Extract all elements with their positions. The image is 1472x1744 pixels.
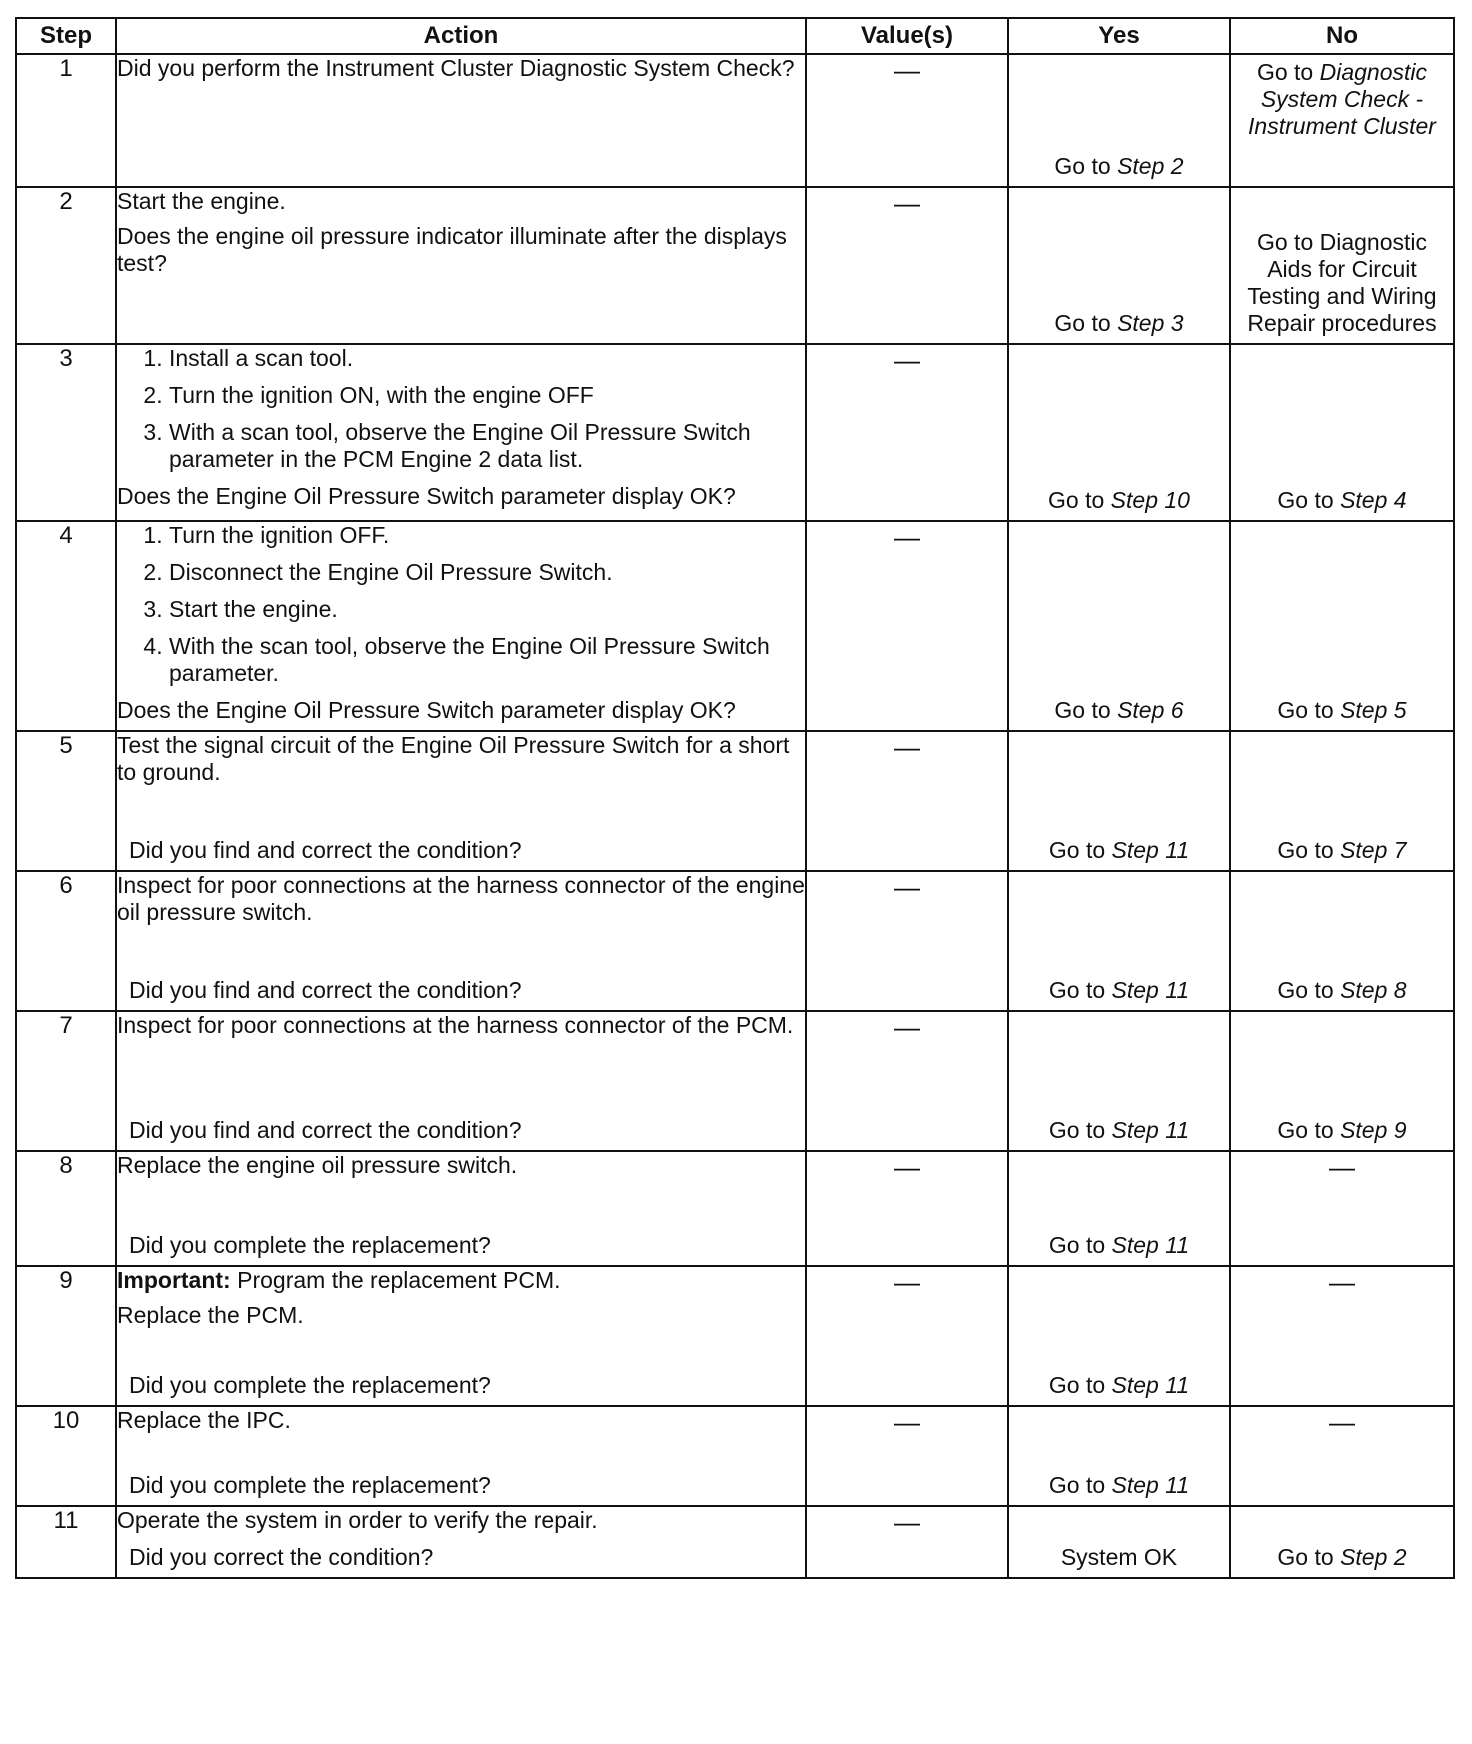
yes-step-link: Step 11 <box>1111 1472 1190 1499</box>
no-step-link: Step 8 <box>1340 977 1407 1004</box>
table-row <box>16 871 1454 1011</box>
value-cell: — <box>806 54 1008 187</box>
value-cell: — <box>806 344 1008 521</box>
step-number: 9 <box>16 1266 116 1406</box>
step-number: 11 <box>16 1506 116 1578</box>
go-to-label: Go to <box>1048 1117 1106 1144</box>
value-cell: — <box>806 1266 1008 1406</box>
action-text: Inspect for poor connections at the harness connector of the engine oil pressure switch. <box>117 872 805 925</box>
action-question: Did you complete the replacement? <box>129 1372 491 1399</box>
table-row <box>16 1011 1454 1151</box>
go-to-label: Go to <box>1054 310 1111 337</box>
go-to-label: Go to <box>1048 1372 1106 1399</box>
step-number: 10 <box>16 1406 116 1506</box>
action-cell <box>116 344 806 521</box>
no-cell <box>1230 521 1454 731</box>
value-cell: — <box>806 187 1008 344</box>
action-question: Did you correct the condition? <box>129 1544 434 1571</box>
yes-step-link: Step 2 <box>1117 153 1184 180</box>
action-text: Test the signal circuit of the Engine Oil Pressure Switch for a short to ground. <box>117 732 790 785</box>
yes-cell <box>1008 1151 1230 1266</box>
important-note <box>117 1267 805 1294</box>
yes-cell <box>1008 521 1230 731</box>
table-row <box>16 54 1454 187</box>
go-to-label: Go to <box>1256 59 1314 85</box>
action-cell <box>116 731 806 871</box>
step-number: 5 <box>16 731 116 871</box>
step-number: 6 <box>16 871 116 1011</box>
table-row <box>16 521 1454 731</box>
no-step-link: Step 7 <box>1340 837 1407 864</box>
yes-step-link: Step 11 <box>1111 1232 1190 1259</box>
action-text: Replace the engine oil pressure switch. <box>117 1152 518 1178</box>
action-cell <box>116 1406 806 1506</box>
action-question: Did you find and correct the condition? <box>129 977 522 1004</box>
no-cell <box>1230 871 1454 1011</box>
yes-cell <box>1008 187 1230 344</box>
action-text: Operate the system in order to verify the repair. <box>117 1507 598 1533</box>
go-to-label: Go to <box>1277 1117 1334 1144</box>
no-step-link: Step 9 <box>1340 1117 1407 1144</box>
no-cell <box>1230 344 1454 521</box>
no-step-link: Diagnostic System Check - Instrument Cluster <box>1248 59 1436 139</box>
go-to-label: Go to <box>1048 977 1106 1004</box>
action-question: Did you find and correct the condition? <box>129 837 522 864</box>
go-to-label: Go to <box>1048 837 1106 864</box>
action-text: Replace the PCM. <box>117 1301 304 1328</box>
no-cell <box>1230 1506 1454 1578</box>
action-text: Replace the IPC. <box>117 1407 291 1433</box>
yes-cell <box>1008 1266 1230 1406</box>
value-cell: — <box>806 521 1008 731</box>
no-cell <box>1230 54 1454 187</box>
table-row <box>16 187 1454 344</box>
table-row <box>16 1506 1454 1578</box>
action-list <box>117 522 805 687</box>
go-to-label: Go to <box>1277 697 1334 724</box>
yes-cell <box>1008 1506 1230 1578</box>
action-cell <box>116 521 806 731</box>
header-no: No <box>1230 18 1454 54</box>
yes-cell <box>1008 54 1230 187</box>
action-cell <box>116 1266 806 1406</box>
list-item: 3. With a scan tool, observe the Engine Oil Pressure Switch parameter in the PCM Engine 2 data list. <box>169 419 805 473</box>
yes-cell <box>1008 344 1230 521</box>
yes-step-link: Step 11 <box>1111 1117 1190 1144</box>
table-row <box>16 1266 1454 1406</box>
step-number: 4 <box>16 521 116 731</box>
no-cell <box>1230 1011 1454 1151</box>
table-row <box>16 731 1454 871</box>
header-row <box>16 18 1454 54</box>
go-to-label: Go to <box>1277 487 1334 514</box>
list-item: 1. Turn the ignition OFF. <box>169 522 805 549</box>
action-text: Did you perform the Instrument Cluster Diagnostic System Check? <box>117 55 795 81</box>
go-to-label: Go to <box>1048 487 1105 514</box>
no-step-link: Step 4 <box>1340 487 1407 514</box>
go-to-label: Go to <box>1277 837 1334 864</box>
yes-cell <box>1008 1011 1230 1151</box>
step-number: 1 <box>16 54 116 187</box>
yes-step-link: Step 10 <box>1110 487 1190 514</box>
value-cell: — <box>806 1406 1008 1506</box>
yes-cell <box>1008 1406 1230 1506</box>
action-question: Does the Engine Oil Pressure Switch parameter display OK? <box>117 696 736 723</box>
yes-step-link: Step 11 <box>1111 1372 1190 1399</box>
yes-cell <box>1008 871 1230 1011</box>
go-to-label: Go to <box>1054 697 1111 724</box>
no-cell <box>1230 731 1454 871</box>
yes-step-link: Step 11 <box>1111 977 1190 1004</box>
action-cell <box>116 871 806 1011</box>
yes-step-link: Step 3 <box>1117 310 1184 337</box>
action-list <box>117 345 805 473</box>
value-cell: — <box>806 1011 1008 1151</box>
action-question: Does the engine oil pressure indicator illuminate after the displays test? <box>117 222 787 276</box>
no-cell: — <box>1230 1266 1454 1406</box>
action-cell <box>116 1506 806 1578</box>
action-cell <box>116 54 806 187</box>
important-label: Important: <box>117 1267 231 1293</box>
action-question: Does the Engine Oil Pressure Switch parameter display OK? <box>117 482 736 509</box>
yes-step-link: Step 11 <box>1111 837 1190 864</box>
go-to-label: Go to <box>1048 1232 1106 1259</box>
table-row <box>16 344 1454 521</box>
step-number: 7 <box>16 1011 116 1151</box>
action-text: Start the engine. <box>117 188 286 214</box>
list-item: 2. Disconnect the Engine Oil Pressure Switch. <box>169 559 805 586</box>
action-cell <box>116 187 806 344</box>
header-step: Step <box>16 18 116 54</box>
action-cell <box>116 1151 806 1266</box>
action-text: Inspect for poor connections at the harness connector of the PCM. <box>117 1012 794 1038</box>
header-yes: Yes <box>1008 18 1230 54</box>
go-to-label: Go to <box>1054 153 1111 180</box>
go-to-label: Go to <box>1048 1472 1106 1499</box>
go-to-label: Go to <box>1277 1544 1334 1571</box>
header-action: Action <box>116 18 806 54</box>
no-step-link: Step 5 <box>1340 697 1407 724</box>
action-question: Did you complete the replacement? <box>129 1472 491 1499</box>
header-values: Value(s) <box>806 18 1008 54</box>
list-item: 4. With the scan tool, observe the Engine Oil Pressure Switch parameter. <box>169 633 805 687</box>
yes-step-link: Step 6 <box>1117 697 1184 724</box>
important-text: Program the replacement PCM. <box>230 1267 561 1293</box>
yes-cell <box>1008 731 1230 871</box>
no-cell: — <box>1230 1406 1454 1506</box>
go-to-label: Go to <box>1277 977 1334 1004</box>
no-cell: — <box>1230 1151 1454 1266</box>
value-cell: — <box>806 1506 1008 1578</box>
action-question: Did you complete the replacement? <box>129 1232 491 1259</box>
value-cell: — <box>806 1151 1008 1266</box>
table-row <box>16 1406 1454 1506</box>
step-number: 3 <box>16 344 116 521</box>
no-step-link: Step 2 <box>1340 1544 1407 1571</box>
value-cell: — <box>806 731 1008 871</box>
diagnostic-table <box>15 17 1455 1579</box>
no-text: Go to Diagnostic Aids for Circuit Testing and Wiring Repair procedures <box>1247 229 1437 337</box>
list-item: 1. Install a scan tool. <box>169 345 805 372</box>
list-item: 2. Turn the ignition ON, with the engine OFF <box>169 382 805 409</box>
step-number: 8 <box>16 1151 116 1266</box>
value-cell: — <box>806 871 1008 1011</box>
action-cell <box>116 1011 806 1151</box>
no-cell <box>1230 187 1454 344</box>
yes-text: System OK <box>1060 1544 1178 1571</box>
list-item: 3. Start the engine. <box>169 596 805 623</box>
action-question: Did you find and correct the condition? <box>129 1117 522 1144</box>
table-row <box>16 1151 1454 1266</box>
step-number: 2 <box>16 187 116 344</box>
